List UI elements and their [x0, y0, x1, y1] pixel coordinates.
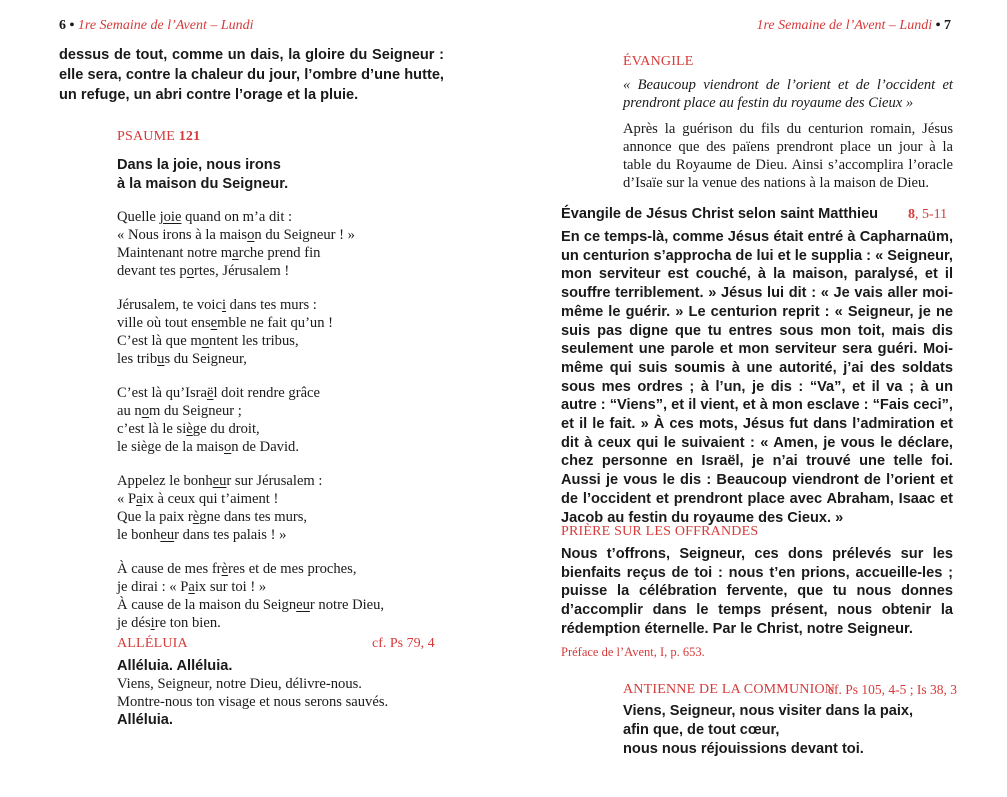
accent-syllable: o	[223, 439, 232, 455]
psalm-line	[117, 420, 384, 438]
psalm-line	[117, 526, 384, 544]
gospel-reference	[908, 207, 947, 223]
psalm-line-text: n de David.	[231, 439, 299, 455]
antiphon-line: nous nous réjouissions devant toi.	[623, 741, 864, 757]
psalm-line-text: rche prend fin	[238, 245, 321, 261]
accent-syllable: è	[221, 561, 229, 577]
accent-syllable: a	[136, 491, 143, 507]
alleluia-reference: cf. Ps 79, 4	[372, 636, 435, 651]
psalm-stanza	[117, 208, 384, 280]
accent-syllable: i	[150, 615, 155, 631]
psalm-line	[117, 578, 384, 596]
alleluia-text	[117, 657, 388, 729]
psalm-refrain	[117, 156, 288, 194]
alleluia-closing: Alléluia.	[117, 712, 173, 728]
accent-syllable: eu	[296, 597, 310, 613]
psalm-line-text: je dirai : « P	[117, 579, 189, 595]
psalm-line-text: À cause de la maison du Seign	[117, 597, 297, 613]
psalm-line	[117, 508, 384, 526]
psalm-line-text: « Nous irons à la mais	[117, 227, 248, 243]
psalm-line-text: Que la paix r	[117, 509, 193, 525]
antiphon-line: Viens, Seigneur, nous visiter dans la paix,	[623, 703, 914, 719]
psalm-line-text: C’est là qu’Isra	[117, 385, 207, 401]
psalm-line	[117, 332, 384, 350]
psalm-stanza	[117, 472, 384, 544]
psalm-line-text: r dans tes palais ! »	[174, 527, 287, 543]
left-page-number: 6	[59, 18, 66, 33]
psalm-stanzas	[117, 208, 384, 648]
left-page	[0, 0, 500, 797]
psalm-line-text: devant tes p	[117, 263, 187, 279]
opening-text: dessus de tout, comme un dais, la gloire du Seigneur : elle sera, contre la chaleur du jour, l’ombre d’une hutte, un refuge, un abri contre l’orage et la pluie.	[59, 47, 444, 103]
psalm-line-text: r notre Dieu,	[309, 597, 385, 613]
psalm-line	[117, 262, 384, 280]
left-header-title: 1re Semaine de l’Avent – Lundi	[77, 18, 254, 33]
psalm-line-text: n du Seigneur ! »	[254, 227, 355, 243]
gospel-title: ÉVANGILE	[623, 54, 694, 69]
psalm-line	[117, 314, 384, 332]
psalm-line-text: rtes, Jérusalem !	[194, 263, 290, 279]
accent-syllable: o	[201, 333, 210, 349]
psalm-line-text: r sur Jérusalem :	[226, 473, 323, 489]
psalm-line-text: ix à ceux qui t’aiment !	[142, 491, 279, 507]
psalm-line	[117, 614, 384, 632]
psalm-line-text: ntent les tribus,	[209, 333, 299, 349]
psalm-line-text: « P	[117, 491, 137, 507]
accent-syllable: è	[192, 509, 200, 525]
preface-reference: Préface de l’Avent, I, p. 653.	[561, 645, 705, 659]
gospel-text: En ce temps-là, comme Jésus était entré à Capharnaüm, un centurion s’approcha de lui et le supplia : « Seigneur, mon serviteur est couché, à la maison, paralysé, et il souffre terriblement. » Jésus lui dit : « Je vais aller moi-même le guérir. » Le centurion reprit : « Seigneur, je ne suis pas digne que tu entres sous mon toit, mais dis seulement une parole et mon serviteur sera guéri. Moi-même qui suis soumis à une autorité, j’ai des soldats sous mes ordres ; à l’un, je dis : “Va”, et il va ; à un autre : “Viens”, et il vient, et à mon esclave : “Fais ceci”, et il le fait. » À ces mots, Jésus fut dans l’admiration et dit à ceux qui le suivaient : « Amen, je vous le déclare, chez personne en Israël, je n’ai trouvé une telle foi. Aussi je vous le dis : Beaucoup viendront de l’orient et de l’occident et prendront place avec Abraham, Isaac et Jacob au festin du royaume des Cieux. »	[561, 229, 953, 526]
communion-antiphon	[623, 702, 913, 759]
psalm-line	[117, 472, 384, 490]
right-page-number: 7	[944, 18, 951, 33]
alleluia-verse-line: Viens, Seigneur, notre Dieu, délivre-nous.	[117, 676, 362, 692]
psalm-line-text: Jérusalem, te voic	[117, 297, 222, 313]
accent-syllable: i	[221, 297, 227, 313]
accent-syllable: u	[157, 351, 165, 367]
psalm-line-text: Maintenant notre m	[117, 245, 233, 261]
accent-syllable: eu	[160, 527, 175, 543]
psalm-line-text: mble ne fait qu’un !	[217, 315, 334, 331]
psalm-line-text: le bonh	[117, 527, 161, 543]
psalm-line-text: s du Seigneur,	[164, 351, 247, 367]
psalm-line-text: Quelle	[117, 209, 160, 225]
gospel-chapter: 8	[908, 207, 915, 222]
accent-syllable: a	[232, 245, 239, 261]
psalm-line	[117, 402, 384, 420]
psalm-line	[117, 244, 384, 262]
accent-syllable: o	[186, 263, 195, 279]
psalm-line-text: ix sur toi ! »	[194, 579, 267, 595]
right-page	[503, 0, 1007, 797]
psalm-line	[117, 226, 384, 244]
psalm-line-text: gne dans tes murs,	[199, 509, 308, 525]
psalm-line-text: les trib	[117, 351, 158, 367]
accent-syllable: o	[247, 227, 255, 243]
alleluia-title: ALLÉLUIA	[117, 636, 188, 651]
psalm-line	[117, 490, 384, 508]
psalm-line-text: res et de mes proches,	[228, 561, 357, 577]
psalm-line-text: dans tes murs :	[226, 297, 317, 313]
gospel-verses: , 5-11	[915, 207, 948, 222]
alleluia-opening: Alléluia. Alléluia.	[117, 658, 233, 674]
psalm-line-text: À cause de mes fr	[117, 561, 222, 577]
accent-syllable: eu	[212, 473, 227, 489]
offerings-title: PRIÈRE SUR LES OFFRANDES	[561, 524, 759, 539]
accent-syllable: è	[186, 421, 193, 437]
accent-syllable: ë	[206, 385, 214, 401]
psalm-line-text: je dés	[117, 615, 151, 631]
left-page-header	[59, 18, 254, 34]
psalm-line-text: quand on m’a dit :	[181, 209, 293, 225]
psalm-line	[117, 208, 384, 226]
psalm-line-text: C’est là que m	[117, 333, 202, 349]
psalm-line	[117, 560, 384, 578]
psalm-line	[117, 384, 384, 402]
psalm-line	[117, 350, 384, 368]
psalm-line-text: ville où tout ens	[117, 315, 211, 331]
right-header-title: 1re Semaine de l’Avent – Lundi	[756, 18, 933, 33]
refrain-line: Dans la joie, nous irons	[117, 157, 281, 173]
psalm-number: 121	[178, 129, 201, 144]
header-bullet: •	[935, 18, 941, 33]
psalm-line-text: le siège de la mais	[117, 439, 224, 455]
communion-reference: cf. Ps 105, 4-5 ; Is 38, 3	[828, 682, 957, 697]
accent-syllable: o	[141, 403, 150, 419]
header-bullet: •	[69, 18, 75, 33]
alleluia-verse-line: Montre-nous ton visage et nous serons sauvés.	[117, 694, 389, 710]
psalm-line-text: au n	[117, 403, 142, 419]
accent-syllable: e	[210, 315, 218, 331]
psalm-stanza	[117, 384, 384, 456]
psalm-line	[117, 296, 384, 314]
antiphon-line: afin que, de tout cœur,	[623, 722, 780, 738]
refrain-line: à la maison du Seigneur.	[117, 176, 289, 192]
accent-syllable: a	[188, 579, 195, 595]
psalm-title	[117, 129, 200, 145]
psalm-label: PSAUME	[117, 129, 175, 144]
psalm-line-text: Appelez le bonh	[117, 473, 213, 489]
psalm-line-text: re ton bien.	[154, 615, 221, 631]
psalm-line	[117, 596, 384, 614]
psalm-line-text: l doit rendre grâce	[213, 385, 321, 401]
psalm-stanza	[117, 560, 384, 632]
offerings-text: Nous t’offrons, Seigneur, ces dons prélevés sur les bienfaits reçus de toi : nous t’en prions, accueille-les ; puisse la célébration fervente, que tu nous donnes d’accomplir dans le temps présent, nous obtenir la rédemption éternelle. Par le Christ, notre Seigneur.	[561, 546, 953, 637]
gospel-intro: Après la guérison du fils du centurion romain, Jésus annonce que des païens prendront place un jour à la table du Royaume de Dieu. Ainsi s’accomplira l’oracle d’Isaïe sur la venue des nations à la maison de Dieu.	[623, 121, 953, 191]
gospel-heading: Évangile de Jésus Christ selon saint Matthieu	[561, 206, 879, 222]
psalm-line	[117, 438, 384, 456]
right-page-header	[756, 18, 951, 34]
psalm-stanza	[117, 296, 384, 368]
communion-title: ANTIENNE DE LA COMMUNION	[623, 682, 836, 697]
psalm-line-text: ge du droit,	[192, 421, 260, 437]
psalm-line-text: m du Seigneur ;	[149, 403, 242, 419]
accent-syllable: joie	[159, 209, 182, 225]
psalm-line-text: c’est là le si	[117, 421, 187, 437]
gospel-quote: « Beaucoup viendront de l’orient et de l’occident et prendront place au festin du royaume des Cieux »	[623, 77, 953, 111]
